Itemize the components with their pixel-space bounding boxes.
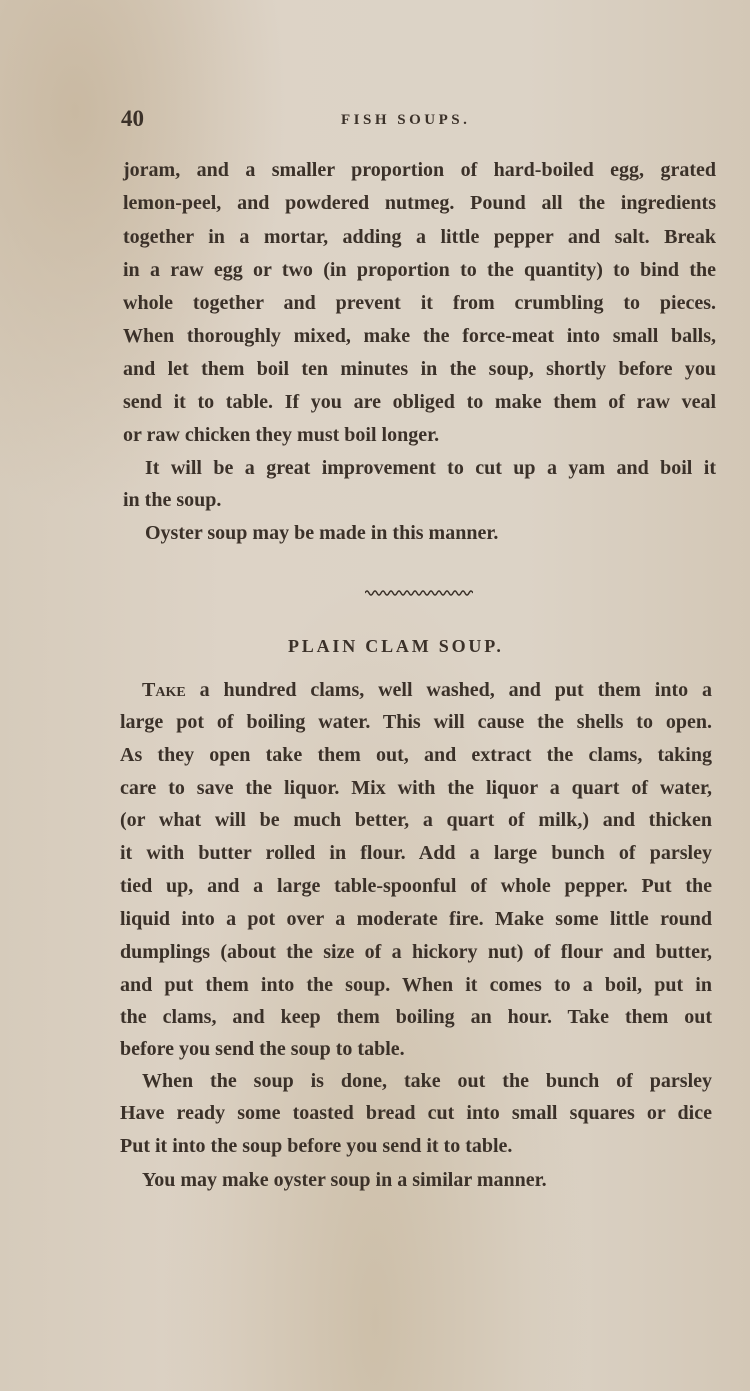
page-number: 40 <box>121 106 144 131</box>
text-line: the clams, and keep them boiling an hour. Take them out <box>120 1006 712 1028</box>
text-line: before you send the soup to table. <box>120 1038 405 1060</box>
text-line: Have ready some toasted bread cut into small squares or dice <box>120 1102 712 1124</box>
line-text: a hundred clams, well washed, and put them into a <box>185 679 712 701</box>
text-line: or raw chicken they must boil longer. <box>123 424 440 446</box>
text-line: together in a mortar, adding a little pepper and salt. Break <box>123 226 716 248</box>
running-title: FISH SOUPS. <box>341 112 471 128</box>
text-line: joram, and a smaller proportion of hard-boiled egg, grated <box>123 159 716 181</box>
text-line: in the soup. <box>123 489 222 511</box>
text-line: It will be a great improvement to cut up a yam and boil it <box>145 457 716 479</box>
text-line: it with butter rolled in flour. Add a large bunch of parsley <box>120 842 712 864</box>
text-line: As they open take them out, and extract the clams, taking <box>120 744 712 766</box>
text-line: liquid into a pot over a moderate fire. Make some little round <box>120 908 712 930</box>
section-heading: PLAIN CLAM SOUP. <box>288 636 504 656</box>
text-line: send it to table. If you are obliged to make them of raw veal <box>123 391 716 413</box>
text-line: lemon-peel, and powdered nutmeg. Pound all the ingredients <box>123 192 716 214</box>
text-line: You may make oyster soup in a similar manner. <box>142 1169 547 1191</box>
text-line: care to save the liquor. Mix with the liquor a quart of water, <box>120 777 712 799</box>
text-line: Put it into the soup before you send it to table. <box>120 1135 513 1157</box>
text-line: When the soup is done, take out the bunch of parsley <box>142 1070 712 1092</box>
text-line: (or what will be much better, a quart of milk,) and thicken <box>120 809 712 831</box>
text-line: and let them boil ten minutes in the soup, shortly before you <box>123 358 716 380</box>
text-line: When thoroughly mixed, make the force-meat into small balls, <box>123 325 716 347</box>
text-line: dumplings (about the size of a hickory nut) of flour and butter, <box>120 941 712 963</box>
text-line: large pot of boiling water. This will cause the shells to open. <box>120 711 712 733</box>
drop-word: Take <box>142 679 186 701</box>
text-line: whole together and prevent it from crumbling to pieces. <box>123 292 716 314</box>
text-line: and put them into the soup. When it comes to a boil, put in <box>120 974 712 996</box>
text-line: Oyster soup may be made in this manner. <box>145 522 499 544</box>
text-line: in a raw egg or two (in proportion to the quantity) to bind the <box>123 259 716 281</box>
text-line: tied up, and a large table-spoonful of whole pepper. Put the <box>120 875 712 897</box>
ornamental-divider <box>365 588 473 598</box>
text-line <box>142 678 712 702</box>
